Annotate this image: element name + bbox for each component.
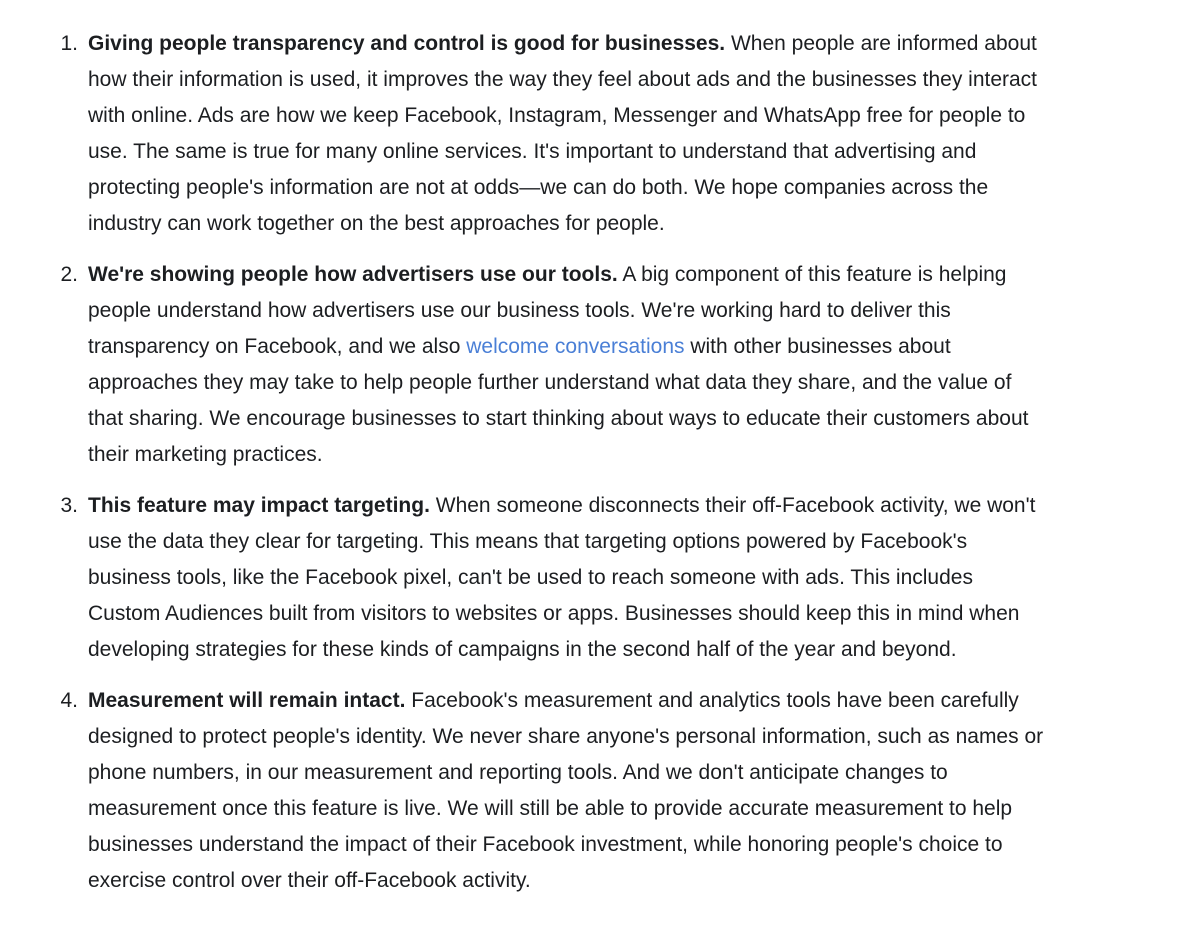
list-item-advertisers-tools (60, 257, 1044, 473)
welcome-conversations-link[interactable]: welcome conversations (466, 335, 685, 358)
list-item-number: 4. (60, 689, 78, 712)
list-item-heading: We're showing people how advertisers use our tools. (88, 263, 618, 286)
list-item-body-continued: with other businesses about approaches they may take to help people further understand what data they share, and the value of that sharing. We encourage businesses to start thinking about ways to educate their customers about their marketing practices. (88, 335, 1029, 466)
list-item-number: 1. (60, 32, 78, 55)
list-item-body: Facebook's measurement and analytics tools have been carefully designed to protect people's identity. We never share anyone's personal information, such as names or phone numbers, in our measurement and reporting tools. And we don't anticipate changes to measurement once this feature is live. We will still be able to provide accurate measurement to help businesses understand the impact of their Facebook investment, while honoring people's choice to exercise control over their off-Facebook activity. (88, 689, 1044, 892)
list-item-body: A big component of this feature is helping people understand how advertisers use our business tools. We're working hard to deliver this transparency on Facebook, and we also (88, 263, 1007, 358)
list-item-body: When people are informed about how their information is used, it improves the way they feel about ads and the businesses they interact with online. Ads are how we keep Facebook, Instagram, Messenger and WhatsApp free for people to use. The same is true for many online services. It's important to understand that advertising and protecting people's information are not at odds—we can do both. We hope companies across the industry can work together on the best approaches for people. (88, 32, 1038, 235)
list-item-transparency (60, 26, 1044, 242)
list-item-measurement (60, 683, 1044, 899)
list-item-targeting (60, 488, 1044, 668)
list-item-number: 3. (60, 494, 78, 517)
list-item-body: When someone disconnects their off-Facebook activity, we won't use the data they clear for targeting. This means that targeting options powered by Facebook's business tools, like the Facebook pixel, can't be used to reach someone with ads. This includes Custom Audiences built from visitors to websites or apps. Businesses should keep this in mind when developing strategies for these kinds of campaigns in the second half of the year and beyond. (88, 494, 1036, 661)
list-item-heading: Measurement will remain intact. (88, 689, 406, 712)
article-numbered-list (0, 26, 1182, 914)
list-item-number: 2. (60, 263, 78, 286)
list-item-heading: Giving people transparency and control is good for businesses. (88, 32, 726, 55)
list-item-heading: This feature may impact targeting. (88, 494, 430, 517)
